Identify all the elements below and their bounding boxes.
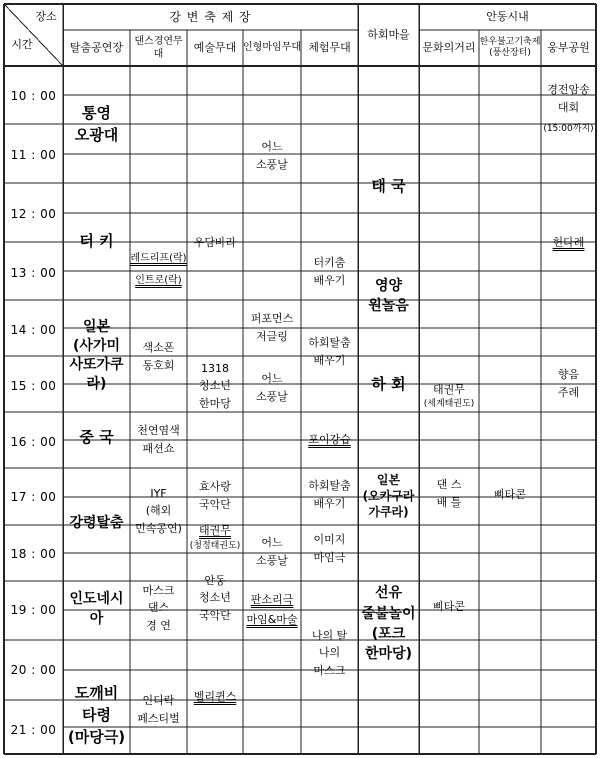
event-hahoe: 하 회 <box>371 375 406 394</box>
event-taekwondo-2: 태권무 <box>433 383 465 397</box>
event-hahoe-dance: 하회탈춤 배우기 <box>308 479 351 510</box>
event-hyangeum: 향음 주례 <box>557 368 580 399</box>
time-label: 18 : 00 <box>10 546 57 561</box>
time-label: 14 : 00 <box>10 322 57 337</box>
festival-group-header: 강 변 축 제 장 <box>169 9 252 24</box>
event-iyf: IYF (해외 민속공연) <box>135 486 182 535</box>
event-thailand: 태 국 <box>371 177 406 196</box>
event-bbeetacon: 삐타콘 <box>433 600 465 614</box>
column-header: 문화의거리 <box>422 40 476 54</box>
column-header: 예술무대 <box>193 40 237 54</box>
event-intro: 인트로(락) <box>135 275 182 286</box>
event-turkey: 터 키 <box>79 232 114 251</box>
event-bbeetacon: 삐타콘 <box>494 488 526 502</box>
event-hyosarang: 효사랑 국악단 <box>199 480 231 511</box>
event-seonyu: 선유 줄불놀이 (포크 한마당) <box>361 585 416 663</box>
event-redcliff: 레드리프(락) <box>130 253 187 264</box>
event-poi: 포이강습 <box>308 433 351 447</box>
event-heondarye: 헌다례 <box>552 236 585 250</box>
event-taekwondo-1: 태권무 <box>199 524 231 538</box>
event-ordinary-day: 어느 소풍날 <box>256 140 288 171</box>
place-label: 장소 <box>35 9 57 23</box>
event-saxophone: 색소폰 동호회 <box>142 341 175 372</box>
event-dance-battle: 댄 스 배 틀 <box>436 478 462 509</box>
event-performance-juggling: 퍼포먼스 저글링 <box>250 312 294 343</box>
event-image-mime: 이미지 마임극 <box>313 533 346 564</box>
event-taekwondo-2-sub: (세계태권도) <box>423 398 475 409</box>
event-dokkaebi: 도깨비 타령 (마당극) <box>67 684 126 746</box>
event-gangryeong: 강령탈춤 <box>69 514 124 531</box>
event-indonesia: 인도네시아 <box>69 590 124 627</box>
column-header: 한우불고기축제 (풍산장터) <box>479 36 541 58</box>
andong-group-header: 안동시내 <box>486 9 529 23</box>
event-china: 중 국 <box>79 428 114 447</box>
event-mime-magic: 마임&마술 <box>246 613 298 627</box>
event-taekwondo-1-sub: (청정태권도) <box>189 540 241 551</box>
event-ordinary-day: 어느 소풍날 <box>256 372 288 403</box>
event-1318: 1318 청소년 한마당 <box>199 361 231 410</box>
event-udambara: 우담바라 <box>193 236 237 250</box>
event-yeongyang: 영양 원놀음 <box>368 277 409 314</box>
event-indirak: 인디락 페스티벌 <box>137 694 180 725</box>
hahoe-village-header: 하회마을 <box>367 27 410 41</box>
time-label: 21 : 00 <box>10 722 57 737</box>
time-label: 16 : 00 <box>10 434 57 449</box>
event-natural-dye: 천연염색 패션쇼 <box>137 424 180 455</box>
event-my-mask: 나의 탈 나의 마스크 <box>311 628 348 677</box>
event-ordinary-day: 어느 소풍날 <box>256 536 288 567</box>
time-label: 19 : 00 <box>10 602 57 617</box>
column-header: 체험무대 <box>308 40 351 54</box>
time-label: 17 : 00 <box>10 489 57 504</box>
event-turkish-dance: 터키춤 배우기 <box>313 256 346 287</box>
event-gyeongjeon: 경전암송 대회 <box>547 83 590 114</box>
column-header: 인형마임무대 <box>243 42 301 54</box>
time-label: 10 : 00 <box>10 88 57 103</box>
event-gyeongjeon-until: (15:00까지) <box>543 123 594 134</box>
event-belly-queens: 벨리퀸스 <box>193 690 237 704</box>
column-header: 웅부공원 <box>547 40 590 54</box>
event-mask-dance: 마스크 댄스 경 연 <box>142 583 175 632</box>
event-pansori: 판소리극 <box>250 593 294 607</box>
time-label: 12 : 00 <box>10 206 57 221</box>
time-label: 11 : 00 <box>10 147 57 162</box>
time-label: 20 : 00 <box>10 662 57 677</box>
time-label: 시간 <box>11 37 33 51</box>
time-label: 13 : 00 <box>10 265 57 280</box>
column-header: 댄스경연무대 <box>134 35 183 60</box>
event-japan-okagura: 일본 (오카구라 가쿠라) <box>362 472 415 520</box>
event-japan: 일본 (사가미 사또가쿠라) <box>69 319 124 392</box>
time-label: 15 : 00 <box>10 378 57 393</box>
event-andong-youth: 안동 청소년 국악단 <box>199 573 231 622</box>
event-tongyeong: 통영 오광대 <box>74 104 119 144</box>
event-hahoe-dance: 하회탈춤 배우기 <box>308 336 351 367</box>
column-header: 탈춤공연장 <box>69 40 124 54</box>
